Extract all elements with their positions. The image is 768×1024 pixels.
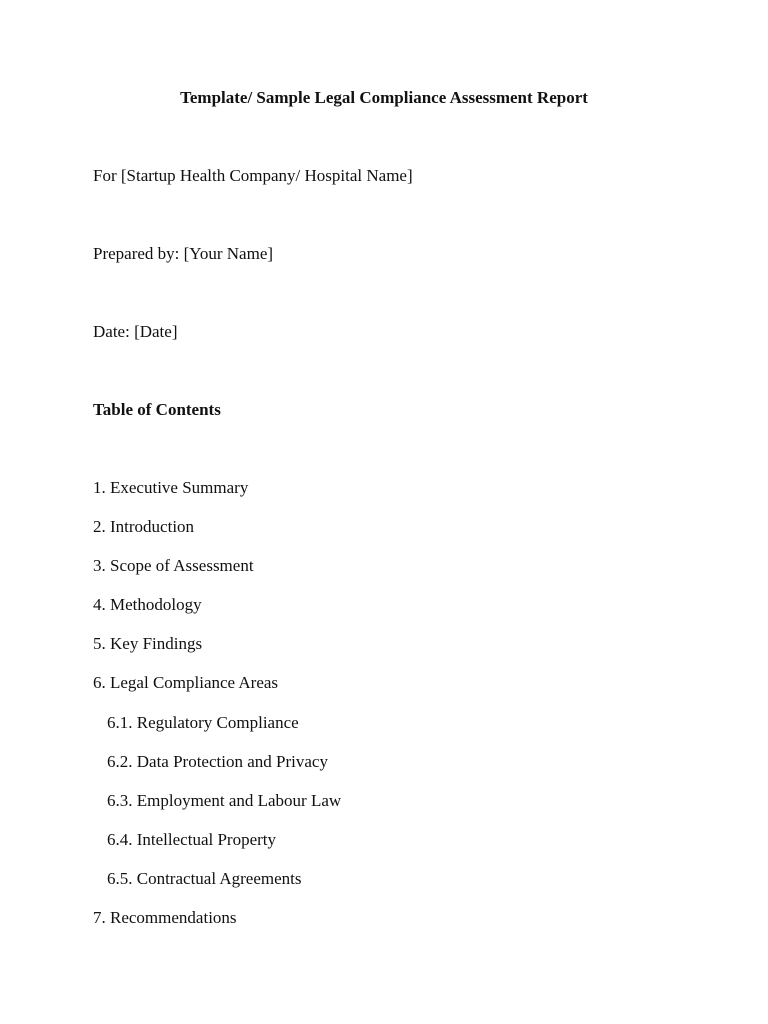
toc-subitem: 6.5. Contractual Agreements [107, 869, 302, 888]
toc-heading: Table of Contents [93, 400, 221, 419]
toc-item: 1. Executive Summary [93, 478, 249, 497]
toc-item: 5. Key Findings [93, 634, 203, 653]
toc-item: 7. Recommendations [93, 908, 237, 927]
toc-item: 6. Legal Compliance Areas [93, 673, 279, 692]
for-line: For [Startup Health Company/ Hospital Name] [93, 166, 413, 185]
toc-subitem: 6.4. Intellectual Property [107, 830, 277, 849]
toc-item: 4. Methodology [93, 595, 202, 614]
toc-item: 3. Scope of Assessment [93, 556, 254, 575]
date-line: Date: [Date] [93, 322, 178, 341]
toc-subitem: 6.2. Data Protection and Privacy [107, 752, 328, 771]
prepared-by-line: Prepared by: [Your Name] [93, 244, 274, 263]
toc-subitem: 6.1. Regulatory Compliance [107, 713, 299, 732]
document-title: Template/ Sample Legal Compliance Assessment Report [180, 88, 588, 107]
toc-subitem: 6.3. Employment and Labour Law [107, 791, 342, 810]
toc-item: 2. Introduction [93, 517, 195, 536]
